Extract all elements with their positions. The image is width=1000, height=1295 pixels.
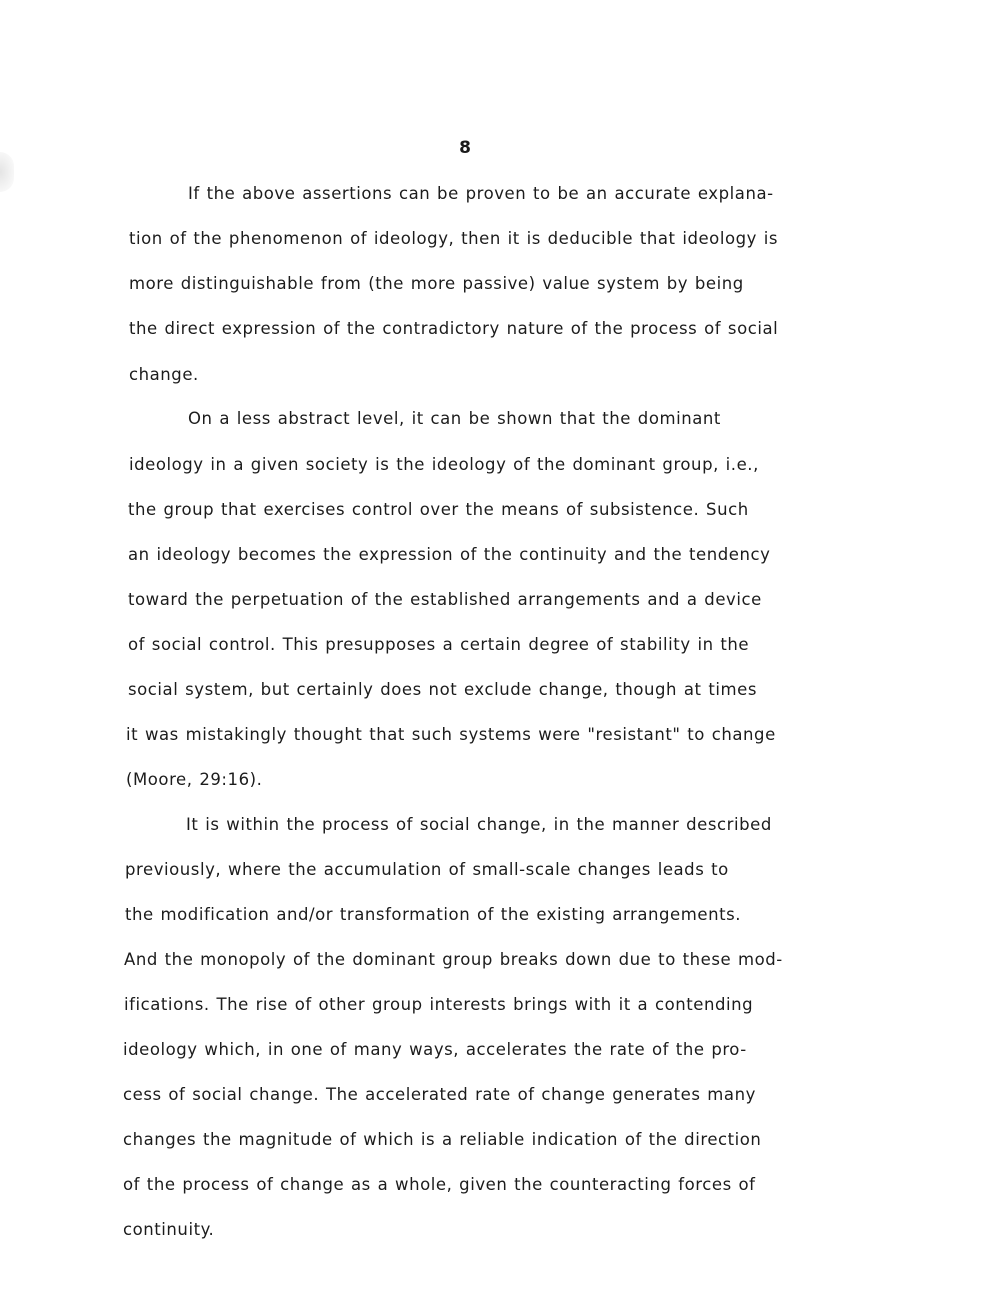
- page-number: 8: [459, 138, 471, 158]
- text-line: more distinguishable from (the more passive) value system by being: [129, 274, 744, 293]
- text-line: ifications. The rise of other group interests brings with it a contending: [124, 995, 754, 1014]
- text-line: of the process of change as a whole, given the counteracting forces of: [123, 1175, 756, 1194]
- text-line: the modification and/or transformation of the existing arrangements.: [125, 905, 742, 924]
- text-line: the group that exercises control over the means of subsistence. Such: [128, 500, 749, 519]
- scan-edge-shadow: [0, 152, 14, 192]
- text-line: changes the magnitude of which is a reliable indication of the direction: [123, 1130, 762, 1149]
- text-line: previously, where the accumulation of small-scale changes leads to: [125, 860, 729, 879]
- text-line: And the monopoly of the dominant group breaks down due to these mod-: [124, 950, 783, 969]
- text-line: cess of social change. The accelerated rate of change generates many: [123, 1085, 756, 1104]
- text-line: it was mistakingly thought that such systems were "resistant" to change: [126, 725, 776, 744]
- text-line: It is within the process of social change, in the manner described: [186, 815, 772, 834]
- text-line: If the above assertions can be proven to be an accurate explana-: [188, 184, 774, 203]
- text-line: ideology in a given society is the ideology of the dominant group, i.e.,: [129, 455, 759, 474]
- text-line: an ideology becomes the expression of the continuity and the tendency: [128, 545, 771, 564]
- text-line: of social control. This presupposes a certain degree of stability in the: [128, 635, 750, 654]
- text-line: ideology which, in one of many ways, accelerates the rate of the pro-: [123, 1040, 747, 1059]
- text-line: change.: [129, 365, 199, 384]
- text-line: continuity.: [123, 1220, 215, 1239]
- text-line: tion of the phenomenon of ideology, then it is deducible that ideology is: [129, 229, 779, 248]
- text-line: toward the perpetuation of the established arrangements and a device: [128, 590, 762, 609]
- text-line: On a less abstract level, it can be shown that the dominant: [188, 409, 721, 428]
- text-line: (Moore, 29:16).: [126, 770, 263, 789]
- text-line: social system, but certainly does not exclude change, though at times: [128, 680, 757, 699]
- text-line: the direct expression of the contradictory nature of the process of social: [129, 319, 779, 338]
